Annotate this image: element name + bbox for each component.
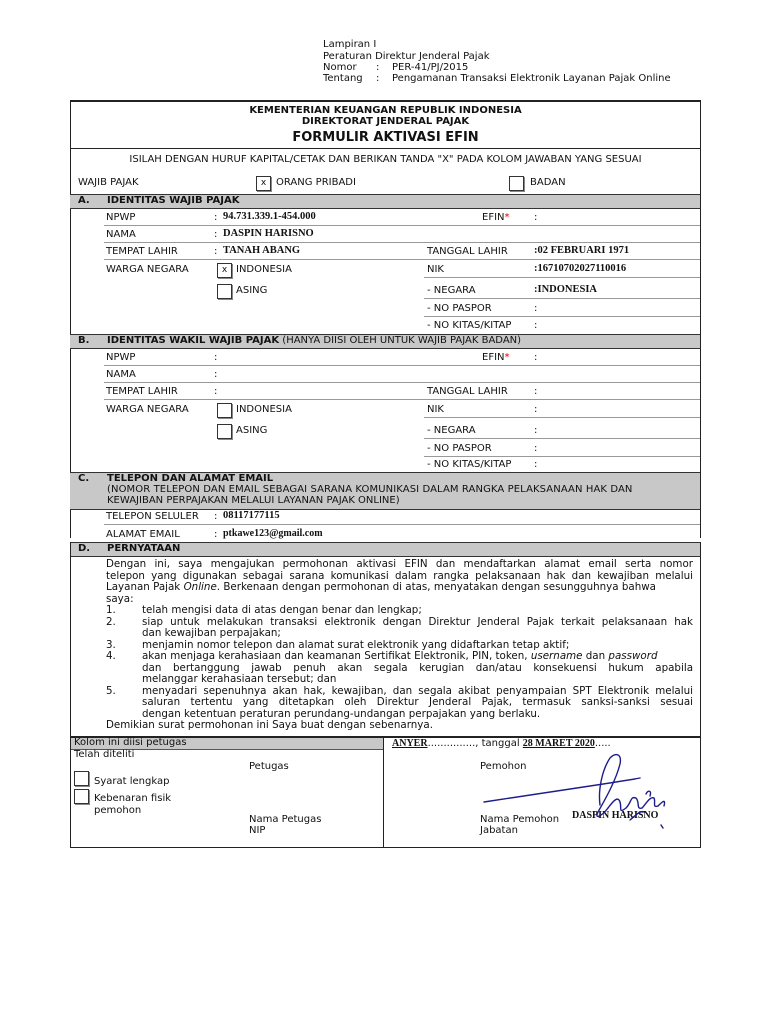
tentang-colon: : — [376, 73, 380, 84]
statement-item: menyadari sepenuhnya akan hak, kewajiban, dan segala akibat penyampaian SPT Elektronik melalui — [142, 685, 693, 697]
frame-right — [700, 100, 701, 538]
section-a-code: A. — [78, 195, 90, 206]
b-efin-label: EFIN* — [482, 352, 510, 363]
b-npwp-label: NPWP — [106, 352, 136, 363]
footer-bottom — [70, 847, 701, 848]
jabatan-label: Jabatan — [480, 825, 518, 836]
b-negara-label: - NEGARA — [427, 425, 476, 436]
b-kitas-label: - NO KITAS/KITAP — [427, 459, 512, 470]
orang-pribadi-checkbox[interactable]: x — [256, 176, 271, 191]
email-value[interactable]: ptkawe123@gmail.com — [223, 528, 323, 539]
a-paspor-label: - NO PASPOR — [427, 303, 492, 314]
statement-num: 4. — [106, 650, 116, 662]
nomor-colon: : — [376, 62, 380, 73]
section-d-code: D. — [78, 543, 91, 554]
statement-num: 3. — [106, 639, 116, 651]
row-line — [104, 382, 700, 383]
statement-item: melanggar kerahasiaan tersebut; dan — [142, 673, 337, 685]
row-line — [104, 242, 700, 243]
peraturan-label: Peraturan Direktur Jenderal Pajak — [323, 51, 490, 62]
a-indonesia-label: INDONESIA — [236, 264, 292, 275]
tentang-value: Pengamanan Transaksi Elektronik Layanan Pajak Online — [392, 73, 671, 84]
nip-label: NIP — [249, 825, 266, 836]
signer-name: DASPIN HARISNO — [572, 810, 659, 821]
section-b-code: B. — [78, 335, 90, 346]
tentang-label: Tentang — [323, 73, 363, 84]
b-paspor-label: - NO PASPOR — [427, 443, 492, 454]
section-c-note-1: (NOMOR TELEPON DAN EMAIL SEBAGAI SARANA KOMUNIKASI DALAM RANGKA PELAKSANAAN HAK DAN — [107, 484, 633, 495]
telah-diteliti: Telah diteliti — [74, 749, 135, 760]
nomor-label: Nomor — [323, 62, 357, 73]
a-negara-value[interactable]: :INDONESIA — [534, 284, 598, 295]
statement-item: akan menjaga kerahasiaan dan keamanan Sertifikat Elektronik, PIN, token, username dan password — [142, 650, 658, 662]
b-tanggal-label: TANGGAL LAHIR — [427, 386, 508, 397]
kebenaran-label-2: pemohon — [94, 805, 142, 816]
directorate-title: DIREKTORAT JENDERAL PAJAK — [301, 116, 470, 127]
statement-item: saluran tertentu yang ditetapkan oleh Direktur Jenderal Pajak, termasuk sanksi-sanksi sesuai — [142, 696, 693, 708]
footer-right — [700, 736, 701, 848]
required-star: * — [504, 352, 510, 363]
statement-num: 5. — [106, 685, 116, 697]
telepon-value[interactable]: 08117177115 — [223, 510, 280, 521]
section-c-title: TELEPON DAN ALAMAT EMAIL — [107, 473, 274, 484]
signature-mark — [480, 750, 680, 845]
a-nama-label: NAMA — [106, 229, 136, 240]
pemohon-label: Pemohon — [480, 761, 527, 772]
a-warga-label: WARGA NEGARA — [106, 264, 189, 275]
a-nama-value[interactable]: DASPIN HARISNO — [223, 228, 314, 239]
telepon-label: TELEPON SELULER — [106, 511, 199, 522]
a-npwp-value[interactable]: 94.731.339.1-454.000 — [223, 211, 316, 222]
b-indonesia-label: INDONESIA — [236, 404, 292, 415]
email-label: ALAMAT EMAIL — [106, 529, 180, 540]
a-nik-value[interactable]: :16710702027110016 — [534, 263, 627, 274]
place-value: ANYER — [392, 738, 428, 749]
a-efin-label: EFIN* — [482, 212, 510, 223]
badan-label: BADAN — [530, 177, 566, 188]
row-line — [104, 225, 700, 226]
page-title: FORMULIR AKTIVASI EFIN — [292, 130, 479, 145]
statement-item: siap untuk melakukan transaksi elektronik dengan Direktur Jenderal Pajak terkait pelaksanaan hak — [142, 616, 693, 628]
section-a-title: IDENTITAS WAJIB PAJAK — [107, 195, 240, 206]
b-tempat-label: TEMPAT LAHIR — [106, 386, 178, 397]
statement-num: 2. — [106, 616, 116, 628]
row-line — [424, 316, 700, 317]
title-divider — [70, 148, 701, 149]
row-line — [424, 277, 700, 278]
a-tanggal-label: TANGGAL LAHIR — [427, 246, 508, 257]
lampiran-label: Lampiran I — [323, 39, 377, 50]
b-nama-label: NAMA — [106, 369, 136, 380]
section-c-note-2: KEWAJIBAN PERPAJAKAN MELALUI LAYANAN PAJAK ONLINE) — [107, 495, 400, 506]
a-asing-label: ASING — [236, 285, 268, 296]
row-line — [424, 298, 700, 299]
row-line — [104, 399, 700, 400]
frame-top — [70, 100, 701, 102]
place-date-line: ANYER..............., tanggal 28 MARET 2020..... — [392, 738, 611, 749]
nama-pemohon-label: Nama Pemohon — [480, 814, 560, 825]
row-line — [104, 524, 700, 525]
statement-num: 1. — [106, 604, 116, 616]
petugas-header: Kolom ini diisi petugas — [74, 737, 187, 748]
row-line — [424, 417, 700, 418]
required-star: * — [504, 212, 510, 223]
kebenaran-checkbox[interactable] — [74, 789, 89, 804]
badan-checkbox[interactable] — [509, 176, 524, 191]
section-d-title: PERNYATAAN — [107, 543, 181, 554]
footer-divider — [383, 736, 384, 848]
row-line — [104, 259, 700, 260]
a-indonesia-checkbox[interactable]: x — [217, 263, 232, 278]
section-b-title: IDENTITAS WAKIL WAJIB PAJAK (HANYA DIISI OLEH UNTUK WAJIB PAJAK BADAN) — [107, 335, 522, 346]
a-negara-label: - NEGARA — [427, 285, 476, 296]
a-tempat-value[interactable]: TANAH ABANG — [223, 245, 301, 256]
nomor-value: PER-41/PJ/2015 — [392, 62, 469, 73]
b-asing-checkbox[interactable] — [217, 424, 232, 439]
statement-closing: Demikian surat permohonan ini Saya buat dengan sebenarnya. — [106, 719, 433, 731]
frame-left-d — [70, 542, 71, 737]
b-indonesia-checkbox[interactable] — [217, 403, 232, 418]
a-nik-label: NIK — [427, 264, 444, 275]
row-line — [104, 365, 700, 366]
a-npwp-label: NPWP — [106, 212, 136, 223]
a-tanggal-value[interactable]: :02 FEBRUARI 1971 — [534, 245, 630, 256]
syarat-label: Syarat lengkap — [94, 776, 170, 787]
a-kitas-label: - NO KITAS/KITAP — [427, 320, 512, 331]
statement-item: dan bertanggung jawab penuh akan segala kerugian dan/atau konsekuensi hukum apabila — [142, 662, 693, 674]
b-asing-label: ASING — [236, 425, 268, 436]
kebenaran-label-1: Kebenaran fisik — [94, 793, 172, 804]
statement-item: dan kewajiban perpajakan; — [142, 627, 281, 639]
syarat-checkbox[interactable] — [74, 771, 89, 786]
section-c-code: C. — [78, 473, 90, 484]
statement-item: menjamin nomor telepon dan alamat surat elektronik yang didaftarkan tetap aktif; — [142, 639, 570, 651]
a-asing-checkbox[interactable] — [217, 284, 232, 299]
wajib-pajak-label: WAJIB PAJAK — [78, 177, 139, 188]
b-nik-label: NIK — [427, 404, 444, 415]
ministry-title: KEMENTERIAN KEUANGAN REPUBLIK INDONESIA — [249, 105, 522, 116]
petugas-label: Petugas — [249, 761, 289, 772]
a-tempat-label: TEMPAT LAHIR — [106, 246, 178, 257]
footer-left — [70, 736, 71, 848]
statement-item: dengan ketentuan peraturan perundang-undangan perpajakan yang berlaku. — [142, 708, 541, 720]
instruction-text: ISILAH DENGAN HURUF KAPITAL/CETAK DAN BERIKAN TANDA "X" PADA KOLOM JAWABAN YANG SESUAI — [129, 154, 642, 165]
orang-pribadi-label: ORANG PRIBADI — [276, 177, 356, 188]
row-line — [424, 438, 700, 439]
statement-item: telah mengisi data di atas dengan benar dan lengkap; — [142, 604, 422, 616]
b-warga-label: WARGA NEGARA — [106, 404, 189, 415]
frame-right-d — [700, 542, 701, 737]
date-value: 28 MARET 2020 — [522, 738, 595, 749]
row-line — [424, 456, 700, 457]
nama-petugas-label: Nama Petugas — [249, 814, 322, 825]
